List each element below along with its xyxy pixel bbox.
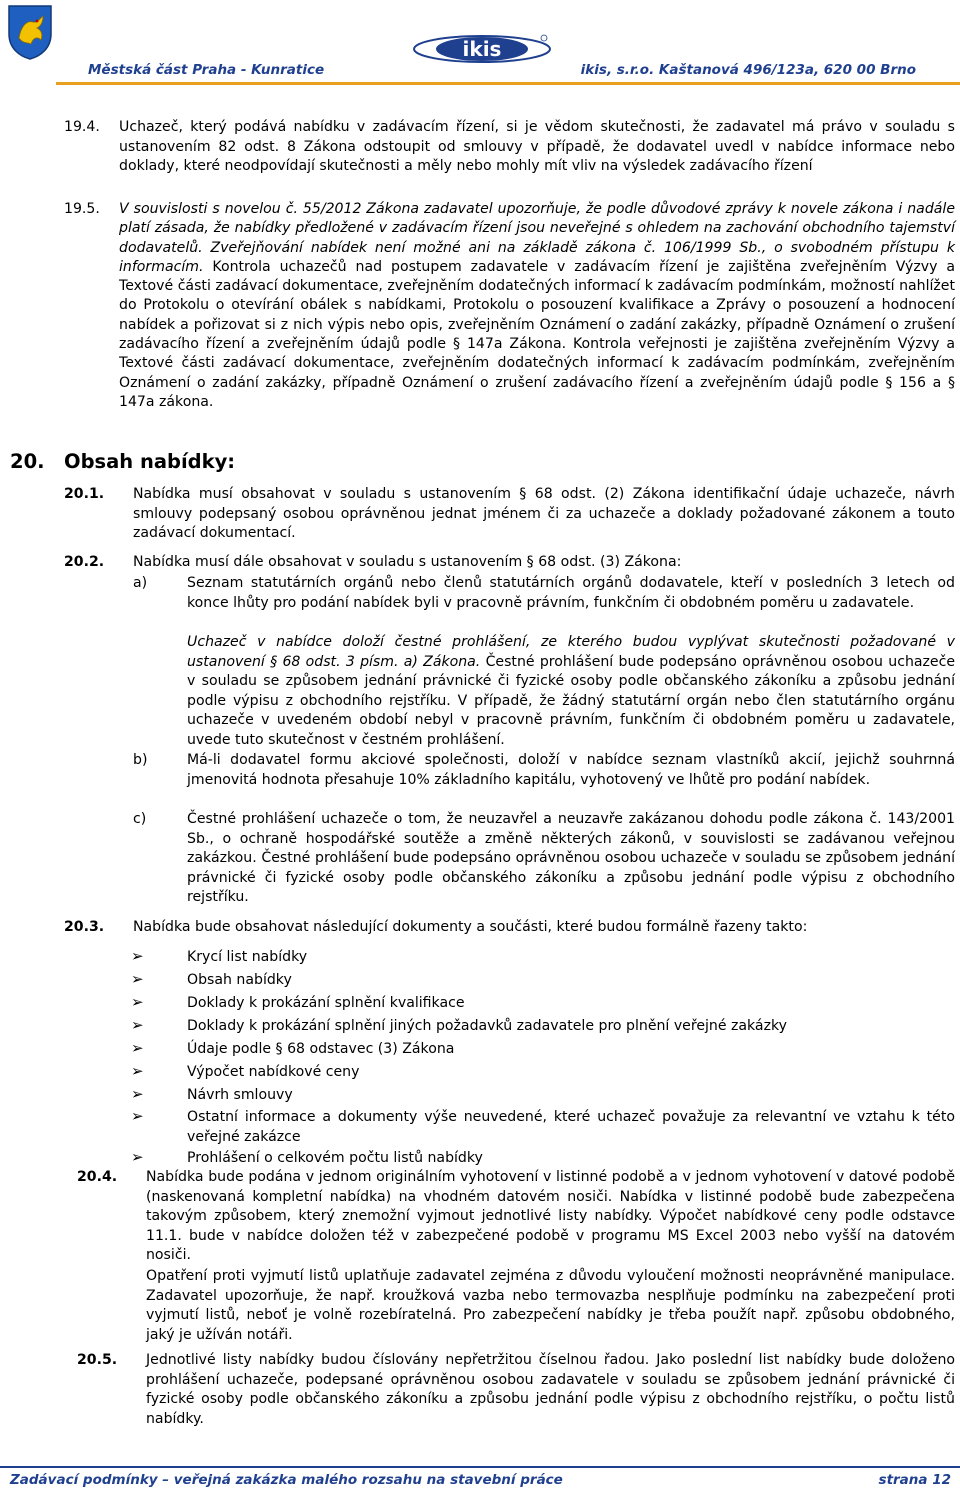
header-divider <box>56 82 960 85</box>
bullet-list-item: Prohlášení o celkovém počtu listů nabídky <box>187 1150 483 1166</box>
list-item-label: a) <box>133 575 148 591</box>
footer-divider <box>0 1466 960 1468</box>
paragraph-20-4: Nabídka bude podána v jednom originálním vyhotovení v listinné podobě a v jednom vyhotovení v datové podobě (naskenovaná kompletní nabídka) na vhodném datovém nosiči. Nabídka v listinné podobě bude zabezpečena takovým způsobem, který znemožní vyjmout jednotlivé listy nabídky. Výpočet nabídkové ceny podle odstavce 11.1. bude v nabídce doložen též v zabezpečené podobě v programu MS Excel 2003 nebo vyšší na datovém nosiči. <box>146 1169 955 1263</box>
paragraph-20-5: Jednotlivé listy nabídky budou číslovány nepřetržitou číselnou řadou. Jako poslední list nabídky bude doloženo prohlášení uchazeče, podepsané oprávněnou osobou zadavatele v souladu se způsobem jednání právnické či fyzické osoby podle občanského zákoníku a způsobu jednání podle výpisu z obchodního rejstříku, o počtu listů nabídky. <box>146 1352 955 1427</box>
list-item-a-note-normal: Čestné prohlášení bude podepsáno oprávněnou osobou uchazeče v souladu se způsobem jednání právnické či fyzické osoby podle občanského zákoníku a způsobu jednání podle výpisu z obchodního rejstříku. V případě, že žádný statutární orgán nebo člen statutárního orgánu uchazeče v uvedeném období nebyl v pracovně právním, funkčním či obdobném poměru u zadavatele, uvede tuto skutečnost v čestném prohlášení. <box>187 653 955 748</box>
section-heading: Obsah nabídky: <box>64 450 236 473</box>
coat-of-arms-icon <box>7 4 53 60</box>
bullet-list-item: Návrh smlouvy <box>187 1087 293 1103</box>
list-item-a-note <box>187 633 955 750</box>
paragraph-19-5 <box>119 200 955 412</box>
list-item-a: Seznam statutárních orgánů nebo členů statutárních orgánů dodavatele, kteří v posledních 3 letech od konce lhůty pro podání nabídek byli v pracovně právním, funkčním či obdobném poměru u zadavatele. <box>187 575 955 611</box>
bullet-arrow-icon: ➢ <box>131 970 144 988</box>
list-item-b: Má-li dodavatel formu akciové společnosti, doloží v nabídce seznam vlastníků akcií, jejichž souhrnná jmenovitá hodnota přesahuje 10% základního kapitálu, vyhotovený ve lhůtě pro podání nabídek. <box>187 752 955 788</box>
bullet-arrow-icon: ➢ <box>131 1148 144 1166</box>
bullet-list-item: Doklady k prokázání splnění kvalifikace <box>187 995 465 1011</box>
bullet-arrow-icon: ➢ <box>131 993 144 1011</box>
paragraph-20-2: Nabídka musí dále obsahovat v souladu s ustanovením § 68 odst. (3) Zákona: <box>133 554 682 570</box>
header-municipality: Městská část Praha - Kunratice <box>88 62 325 78</box>
bullet-list-item: Výpočet nabídkové ceny <box>187 1064 360 1080</box>
bullet-arrow-icon: ➢ <box>131 947 144 965</box>
bullet-list-item: Doklady k prokázání splnění jiných požadavků zadavatele pro plnění veřejné zakázky <box>187 1018 787 1034</box>
section-number: 19.4. <box>64 119 100 135</box>
footer-title: Zadávací podmínky – veřejná zakázka malého rozsahu na stavební práce <box>10 1472 563 1488</box>
footer-page-number: strana 12 <box>878 1472 951 1488</box>
bullet-list-item: Krycí list nabídky <box>187 949 308 965</box>
paragraph-20-4-note: Opatření proti vyjmutí listů uplatňuje zadavatel zejména z důvodu vyloučení možnosti neoprávněné manipulace. Zadavatel upozorňuje, že např. kroužková vazba nebo termovazba nesplňuje podmínku na zabezpečení proti vyjmutí listů, neboť je volně rozebíratelná. Pro zabezpečení nabídky je třeba použít např. způsobu obdobného, jaký je užíván notáři. <box>146 1268 955 1343</box>
paragraph-19-4: Uchazeč, který podává nabídku v zadávacím řízení, si je vědom skutečnosti, že zadavatel má právo v souladu s ustanovením 82 odst. 8 Zákona odstoupit od smlouvy v případě, že dodavatel uvedl v nabídce informace nebo doklady, které neodpovídají skutečnosti a měly nebo mohly mít vliv na výsledek zadávacího řízení <box>119 119 955 174</box>
bullet-arrow-icon: ➢ <box>131 1039 144 1057</box>
list-item-label: c) <box>133 811 147 827</box>
paragraph-19-5-italic: V souvislosti s novelou č. 55/2012 Zákona zadavatel upozorňuje, že podle důvodové zprávy k novele zákona i nadále platí zásada, že nabídky předložené v zadávacím řízení jsou neveřejné s ohledem na zachování obchodního tajemství dodavatelů. Zveřejňování nabídek není možné ani na základě zákona č. 106/1999 Sb., o svobodném přístupu k informacím. <box>119 201 955 275</box>
section-number: 19.5. <box>64 201 100 217</box>
ikis-logo <box>412 34 552 64</box>
list-item-a-note-italic: Uchazeč v nabídce doloží čestné prohlášení, ze kterého budou vyplývat skutečnosti požadované v ustanovení § 68 odst. 3 písm. a) Zákona. <box>187 634 955 670</box>
section-number: 20.5. <box>77 1352 118 1368</box>
bullet-list-item: Ostatní informace a dokumenty výše neuvedené, které uchazeč považuje za relevantní ve vztahu k této veřejné zakázce <box>187 1109 955 1145</box>
section-number: 20.1. <box>64 486 105 502</box>
bullet-list-item: Údaje podle § 68 odstavec (3) Zákona <box>187 1041 455 1057</box>
bullet-arrow-icon: ➢ <box>131 1062 144 1080</box>
header-company-address: ikis, s.r.o. Kaštanová 496/123a, 620 00 Brno <box>580 62 916 78</box>
page-header <box>0 0 960 84</box>
bullet-arrow-icon: ➢ <box>131 1085 144 1103</box>
section-number: 20.4. <box>77 1169 118 1185</box>
bullet-list-item: Obsah nabídky <box>187 972 292 988</box>
list-item-label: b) <box>133 752 148 768</box>
paragraph-20-1: Nabídka musí obsahovat v souladu s ustanovením § 68 odst. (2) Zákona identifikační údaje uchazeče, návrh smlouvy podepsaný osobou oprávněnou jednat jménem či za uchazeče a doklady požadované zákonem a touto zadávací dokumentací. <box>133 486 955 541</box>
svg-text:ikis: ikis <box>462 37 502 61</box>
paragraph-19-5-normal: Kontrola uchazečů nad postupem zadavatele v zadávacím řízení je zajištěna zveřejněním Výzvy a Textové části zadávací dokumentace, zveřejněním dodatečných informací k zadávacím podmínkám, možností nahlížet do Protokolu o otevírání obálek s nabídkami, Protokolu o posouzení kvalifikace a Zprávy o posouzení a hodnocení nabídek a pořizovat si z nich výpis nebo opis, zveřejněním Oznámení o zadání zakázky, případně Oznámení o zrušení zadávacího řízení a zveřejněním údajů podle § 147a Zákona. Kontrola veřejnosti je zajištěna zveřejněním Výzvy a Textové části zadávací dokumentace, zveřejněním dodatečných informací k zadávacím podmínkám, zveřejněním Oznámení o zadání zakázky, případně Oznámení o zrušení zadávacího řízení a zveřejněním údajů podle § 156 a § 147a zákona. <box>119 258 955 410</box>
section-heading-number: 20. <box>10 450 45 473</box>
list-item-c: Čestné prohlášení uchazeče o tom, že neuzavřel a neuzavře zakázanou dohodu podle zákona č. 143/2001 Sb., o ochraně hospodářské soutěže a změně některých zákonů, v souvislosti se zadávanou veřejnou zakázkou. Čestné prohlášení bude podepsáno oprávněnou osobou uchazeče v souladu se způsobem jednání právnické či fyzické osoby podle občanského zákoníku a způsobu jednání podle výpisu z obchodního rejstříku. <box>187 811 955 905</box>
bullet-arrow-icon: ➢ <box>131 1016 144 1034</box>
paragraph-20-3: Nabídka bude obsahovat následující dokumenty a součásti, které budou formálně řazeny takto: <box>133 919 808 935</box>
section-number: 20.3. <box>64 919 105 935</box>
bullet-arrow-icon: ➢ <box>131 1107 144 1125</box>
section-number: 20.2. <box>64 554 105 570</box>
